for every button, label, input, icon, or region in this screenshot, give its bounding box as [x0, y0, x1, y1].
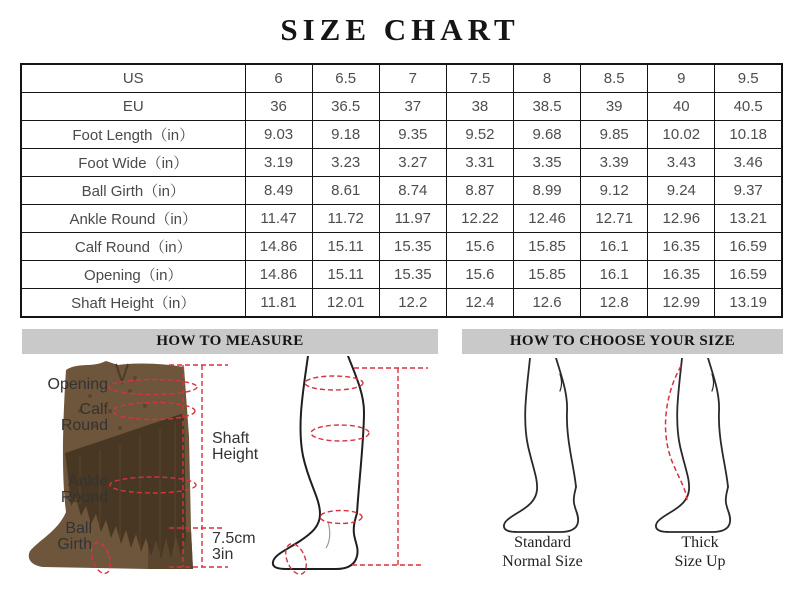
table-cell: 12.22 [446, 204, 513, 232]
table-cell: 12.71 [581, 204, 648, 232]
table-cell: 8 [514, 64, 581, 93]
thick-size-caption: Thick Size Up [674, 534, 726, 570]
table-row [21, 232, 782, 260]
table-row [21, 148, 782, 176]
standard-size-caption: Standard Normal Size [502, 534, 583, 570]
table-cell: 38 [446, 93, 513, 121]
table-cell: 7.5 [446, 64, 513, 93]
table-cell: 15.6 [446, 260, 513, 288]
table-cell: 3.43 [648, 148, 715, 176]
table-cell: 3.31 [446, 148, 513, 176]
table-cell: 15.35 [379, 260, 446, 288]
table-cell: 38.5 [514, 93, 581, 121]
table-cell: 9 [648, 64, 715, 93]
table-cell: 8.74 [379, 176, 446, 204]
table-cell: 15.6 [446, 232, 513, 260]
row-label: Calf Round（in） [21, 232, 245, 260]
table-cell: 36 [245, 93, 312, 121]
table-row [21, 260, 782, 288]
row-label: Shaft Height（in） [21, 288, 245, 317]
table-cell: 7 [379, 64, 446, 93]
table-cell: 3.27 [379, 148, 446, 176]
table-cell: 15.85 [514, 260, 581, 288]
row-label: EU [21, 93, 245, 121]
row-label: Ball Girth（in） [21, 176, 245, 204]
table-cell: 39 [581, 93, 648, 121]
table-row [21, 288, 782, 317]
table-cell: 6 [245, 64, 312, 93]
table-row [21, 120, 782, 148]
table-cell: 13.21 [715, 204, 782, 232]
table-cell: 8.99 [514, 176, 581, 204]
table-cell: 9.68 [514, 120, 581, 148]
how-to-choose-header: HOW TO CHOOSE YOUR SIZE [462, 329, 783, 354]
table-row [21, 93, 782, 121]
table-cell: 36.5 [312, 93, 379, 121]
row-label: US [21, 64, 245, 93]
table-cell: 12.8 [581, 288, 648, 317]
table-row [21, 64, 782, 93]
table-cell: 3.46 [715, 148, 782, 176]
opening-label: Opening [47, 376, 108, 393]
table-cell: 12.96 [648, 204, 715, 232]
table-cell: 3.23 [312, 148, 379, 176]
table-cell: 9.12 [581, 176, 648, 204]
table-cell: 12.99 [648, 288, 715, 317]
table-cell: 15.85 [514, 232, 581, 260]
table-cell: 15.11 [312, 260, 379, 288]
table-cell: 12.46 [514, 204, 581, 232]
table-cell: 12.2 [379, 288, 446, 317]
size-table-body [21, 64, 782, 317]
table-cell: 9.35 [379, 120, 446, 148]
ankle-round-label: Ankle Round [60, 473, 108, 506]
table-cell: 8.61 [312, 176, 379, 204]
table-cell: 11.47 [245, 204, 312, 232]
how-to-measure-header: HOW TO MEASURE [22, 329, 438, 354]
table-cell: 10.02 [648, 120, 715, 148]
table-cell: 16.1 [581, 260, 648, 288]
standard-leg-illustration [500, 358, 610, 533]
table-cell: 14.86 [245, 260, 312, 288]
table-cell: 11.72 [312, 204, 379, 232]
table-cell: 9.18 [312, 120, 379, 148]
table-cell: 8.49 [245, 176, 312, 204]
table-cell: 12.01 [312, 288, 379, 317]
table-cell: 9.52 [446, 120, 513, 148]
ball-girth-label: Ball Girth [57, 520, 92, 553]
table-cell: 16.59 [715, 232, 782, 260]
table-cell: 3.19 [245, 148, 312, 176]
row-label: Foot Length（in） [21, 120, 245, 148]
leg-measure-illustration [270, 356, 440, 600]
table-cell: 9.37 [715, 176, 782, 204]
table-cell: 12.6 [514, 288, 581, 317]
row-label: Ankle Round（in） [21, 204, 245, 232]
table-cell: 16.59 [715, 260, 782, 288]
shaft-height-label: Shaft Height [212, 430, 259, 463]
table-cell: 9.5 [715, 64, 782, 93]
row-label: Opening（in） [21, 260, 245, 288]
table-cell: 3.35 [514, 148, 581, 176]
table-cell: 16.35 [648, 232, 715, 260]
thick-calf-outline [666, 366, 687, 500]
table-cell: 11.97 [379, 204, 446, 232]
table-cell: 9.03 [245, 120, 312, 148]
table-cell: 14.86 [245, 232, 312, 260]
table-cell: 40.5 [715, 93, 782, 121]
page-title: SIZE CHART [280, 12, 520, 47]
table-cell: 6.5 [312, 64, 379, 93]
size-table [20, 63, 783, 318]
table-cell: 40 [648, 93, 715, 121]
table-cell: 11.81 [245, 288, 312, 317]
table-row [21, 176, 782, 204]
table-cell: 8.5 [581, 64, 648, 93]
table-cell: 16.35 [648, 260, 715, 288]
table-cell: 3.39 [581, 148, 648, 176]
table-row [21, 204, 782, 232]
table-cell: 9.85 [581, 120, 648, 148]
table-cell: 37 [379, 93, 446, 121]
row-label: Foot Wide（in） [21, 148, 245, 176]
table-cell: 8.87 [446, 176, 513, 204]
calf-round-label: Calf Round [60, 401, 108, 434]
table-cell: 13.19 [715, 288, 782, 317]
heel-height-label: 7.5cm 3in [212, 530, 256, 563]
table-cell: 12.4 [446, 288, 513, 317]
table-cell: 10.18 [715, 120, 782, 148]
table-cell: 9.24 [648, 176, 715, 204]
table-cell: 15.35 [379, 232, 446, 260]
table-cell: 16.1 [581, 232, 648, 260]
thick-leg-illustration [652, 358, 762, 533]
table-cell: 15.11 [312, 232, 379, 260]
